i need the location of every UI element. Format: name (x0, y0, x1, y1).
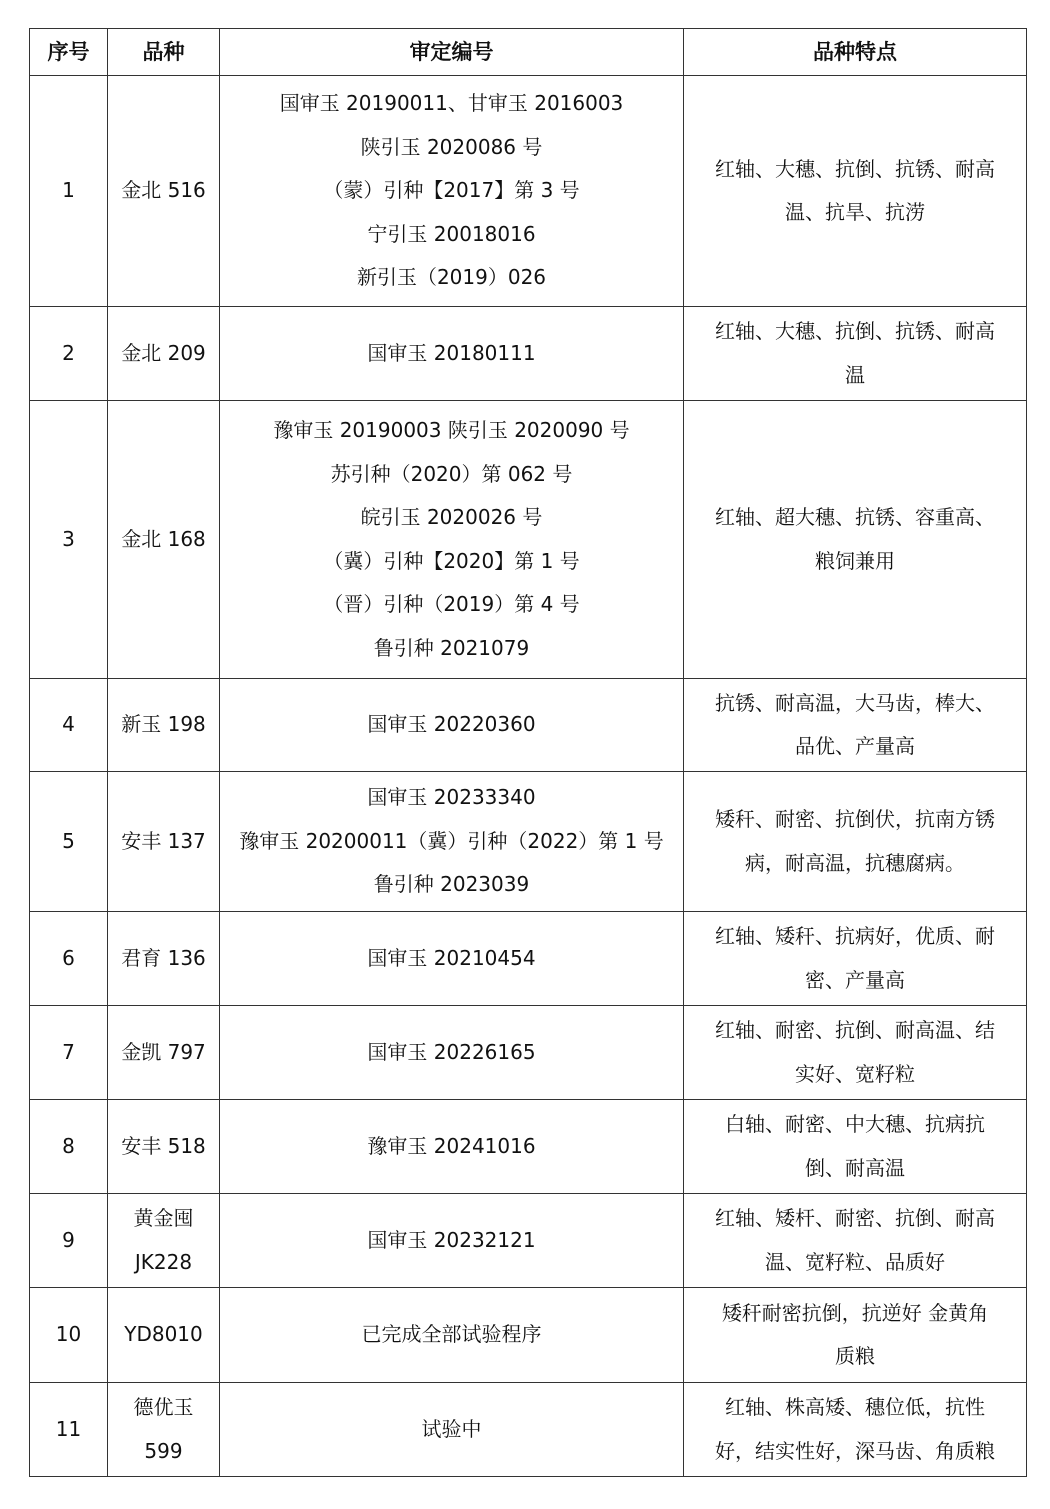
cell-no: 2 (30, 307, 108, 401)
cert-line: 鲁引种 2021079 (373, 635, 530, 660)
cell-cert (220, 401, 684, 679)
cell-cert (220, 1006, 684, 1100)
cell-features (684, 772, 1027, 912)
cell-name (108, 1100, 220, 1194)
name-line: 金北 168 (121, 526, 206, 551)
cell-features (684, 307, 1027, 401)
cell-cert (220, 679, 684, 772)
cell-cert (220, 1100, 684, 1194)
table-row (30, 1100, 1027, 1194)
feature-line: 红轴、耐密、抗倒、耐高温、结 (715, 1018, 995, 1042)
feature-line: 红轴、矮秆、抗病好，优质、耐 (715, 924, 995, 948)
cell-name (108, 76, 220, 307)
cert-line: （蒙）引种【2017】第 3 号 (323, 178, 580, 203)
cert-line: 国审玉 20233340 (367, 785, 536, 810)
table-row (30, 1006, 1027, 1100)
feature-line: 红轴、矮杆、耐密、抗倒、耐高 (715, 1206, 995, 1230)
feature-line: 红轴、超大穗、抗锈、容重高、 (715, 505, 995, 529)
cell-features (684, 1100, 1027, 1194)
cert-line: 鲁引种 2023039 (373, 872, 530, 897)
cell-name (108, 1288, 220, 1383)
cell-features (684, 912, 1027, 1006)
name-line: 安丰 137 (121, 828, 206, 853)
cell-no: 11 (30, 1383, 108, 1477)
cell-name (108, 307, 220, 401)
cert-line: 皖引玉 2020026 号 (360, 505, 543, 529)
cert-line: 国审玉 20180111 (367, 340, 536, 365)
feature-line: 红轴、大穗、抗倒、抗锈、耐高 (715, 319, 995, 343)
table-row (30, 772, 1027, 912)
table-row (30, 76, 1027, 307)
cell-cert (220, 307, 684, 401)
feature-line: 好，结实性好，深马齿、角质粮 (715, 1438, 995, 1463)
cell-features (684, 1194, 1027, 1288)
cell-features (684, 1288, 1027, 1383)
cert-line: 国审玉 20232121 (367, 1227, 536, 1252)
cell-name (108, 401, 220, 679)
name-line: 金凯 797 (121, 1039, 206, 1064)
feature-line: 温、宽籽粒、品质好 (765, 1249, 945, 1274)
cell-cert (220, 76, 684, 307)
name-line: 黄金囤 (133, 1206, 194, 1230)
cell-no: 1 (30, 76, 108, 307)
name-line: 君育 136 (121, 945, 206, 970)
cell-features (684, 679, 1027, 772)
name-line: 599 (144, 1438, 183, 1463)
cert-line: 试验中 (421, 1416, 482, 1441)
cell-name (108, 772, 220, 912)
table-row (30, 1288, 1027, 1383)
header-no: 序号 (30, 29, 108, 76)
feature-line: 温、抗旱、抗涝 (785, 200, 925, 224)
cell-name (108, 1383, 220, 1477)
cert-line: 豫审玉 20200011（冀）引种（2022）第 1 号 (239, 828, 664, 853)
cert-line: 国审玉 20210454 (367, 945, 536, 970)
feature-line: 倒、耐高温 (805, 1155, 905, 1180)
cert-line: 国审玉 20190011、甘审玉 2016003 (279, 91, 624, 116)
feature-line: 矮秆、耐密、抗倒伏，抗南方锈 (715, 807, 995, 831)
cell-features (684, 1006, 1027, 1100)
feature-line: 红轴、大穗、抗倒、抗锈、耐高 (715, 156, 995, 181)
cell-name (108, 912, 220, 1006)
feature-line: 温 (845, 362, 865, 387)
cert-line: 已完成全部试验程序 (361, 1322, 542, 1347)
cell-no: 6 (30, 912, 108, 1006)
cert-line: 国审玉 20220360 (367, 712, 536, 737)
table-row (30, 912, 1027, 1006)
cert-line: 陕引玉 2020086 号 (360, 134, 543, 159)
cell-no: 5 (30, 772, 108, 912)
cell-features (684, 401, 1027, 679)
name-line: JK228 (134, 1249, 193, 1274)
name-line: 金北 209 (121, 340, 206, 365)
header-features: 品种特点 (684, 29, 1027, 76)
feature-line: 病，耐高温，抗穗腐病。 (745, 850, 965, 875)
name-line: 新玉 198 (121, 712, 206, 737)
cell-cert (220, 1383, 684, 1477)
cell-no: 10 (30, 1288, 108, 1383)
cert-line: 豫审玉 20190003 陕引玉 2020090 号 (273, 418, 630, 442)
name-line: 安丰 518 (121, 1133, 206, 1158)
cell-cert (220, 772, 684, 912)
feature-line: 矮秆耐密抗倒，抗逆好 金黄角 (721, 1300, 989, 1325)
feature-line: 红轴、株高矮、穗位低，抗性 (725, 1395, 985, 1419)
feature-line: 白轴、耐密、中大穗、抗病抗 (725, 1112, 985, 1136)
cell-no: 4 (30, 679, 108, 772)
table-row (30, 679, 1027, 772)
cert-line: （晋）引种（2019）第 4 号 (323, 592, 580, 616)
table-header-row (30, 29, 1027, 76)
cell-no: 3 (30, 401, 108, 679)
header-name: 品种 (108, 29, 220, 76)
cert-line: 国审玉 20226165 (367, 1039, 536, 1064)
feature-line: 品优、产量高 (795, 734, 915, 758)
feature-line: 质粮 (835, 1344, 875, 1368)
cell-name (108, 1006, 220, 1100)
cell-no: 8 (30, 1100, 108, 1194)
cell-features (684, 76, 1027, 307)
cell-name (108, 679, 220, 772)
cert-line: 豫审玉 20241016 (367, 1133, 536, 1158)
cell-no: 7 (30, 1006, 108, 1100)
cert-line: 苏引种（2020）第 062 号 (330, 461, 573, 486)
cell-cert (220, 912, 684, 1006)
cell-cert (220, 1288, 684, 1383)
feature-line: 密、产量高 (805, 967, 905, 992)
table-row (30, 1383, 1027, 1477)
feature-line: 实好、宽籽粒 (795, 1061, 915, 1086)
cert-line: （冀）引种【2020】第 1 号 (323, 548, 580, 573)
name-line: YD8010 (124, 1322, 203, 1347)
cell-cert (220, 1194, 684, 1288)
table-row (30, 401, 1027, 679)
cert-line: 新引玉（2019）026 (356, 265, 547, 290)
cell-features (684, 1383, 1027, 1477)
cell-no: 9 (30, 1194, 108, 1288)
cert-line: 宁引玉 20018016 (367, 221, 536, 246)
header-cert: 审定编号 (220, 29, 684, 76)
feature-line: 抗锈、耐高温，大马齿，棒大、 (715, 690, 995, 715)
name-line: 金北 516 (121, 178, 206, 203)
feature-line: 粮饲兼用 (815, 548, 895, 573)
cell-name (108, 1194, 220, 1288)
corn-varieties-table (29, 28, 1027, 1477)
table-row (30, 1194, 1027, 1288)
table-row (30, 307, 1027, 401)
name-line: 德优玉 (133, 1395, 194, 1419)
